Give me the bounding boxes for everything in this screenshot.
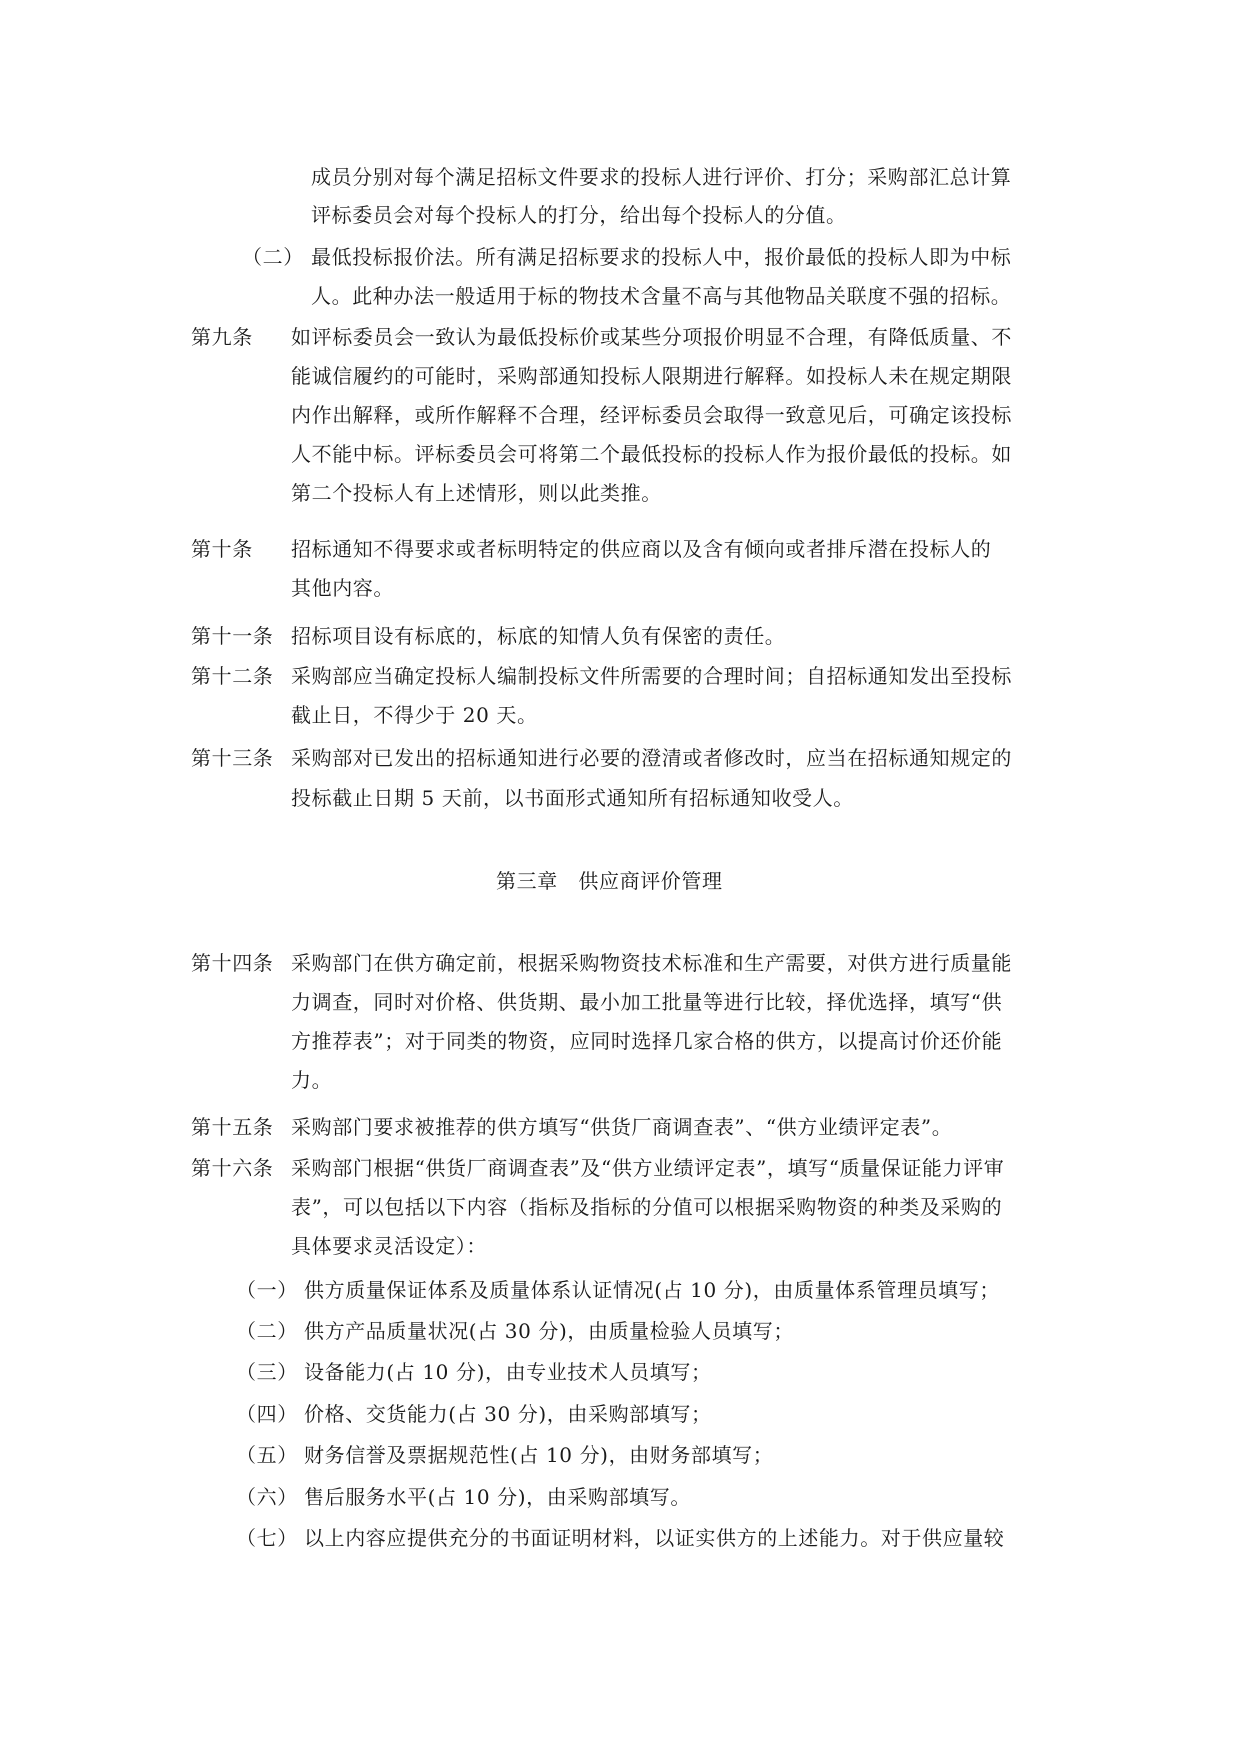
article-line: 招标项目设有标底的，标底的知情人负有保密的责任。 (291, 624, 786, 648)
article-line: 人不能中标。评标委员会可将第二个最低投标的投标人作为报价最低的投标。如 (291, 442, 1012, 466)
article-line: 方推荐表”；对于同类的物资，应同时选择几家合格的供方，以提高讨价还价能 (291, 1029, 1003, 1053)
article-label: 第十四条 (191, 951, 274, 975)
article-label: 第十一条 (191, 624, 274, 648)
article-line: 具体要求灵活设定）： (291, 1234, 487, 1258)
article-label: 第十五条 (191, 1115, 274, 1139)
item-text: 财务信誉及票据规范性(占 10 分)，由财务部填写； (304, 1443, 774, 1467)
article-label: 第十条 (191, 537, 253, 561)
article-line: 采购部门要求被推荐的供方填写“供货厂商调查表”、“供方业绩评定表”。 (291, 1115, 953, 1139)
item-label: （一） (236, 1278, 298, 1302)
item-text: 供方质量保证体系及质量体系认证情况(占 10 分)，由质量体系管理员填写； (304, 1278, 1000, 1302)
article-line: 采购部应当确定投标人编制投标文件所需要的合理时间；自招标通知发出至投标 (291, 664, 1012, 688)
article-line: 采购部对已发出的招标通知进行必要的澄清或者修改时，应当在招标通知规定的 (291, 746, 1012, 770)
article-label: 第十二条 (191, 664, 274, 688)
item-label: （五） (236, 1443, 298, 1467)
article-line: 截止日，不得少于 20 天。 (291, 703, 538, 727)
item-text: 价格、交货能力(占 30 分)，由采购部填写； (304, 1402, 712, 1426)
article-line: 其他内容。 (291, 576, 394, 600)
item-label: （二） (236, 1319, 298, 1343)
item-text: 供方产品质量状况(占 30 分)，由质量检验人员填写； (304, 1319, 794, 1343)
item-label: （四） (236, 1402, 298, 1426)
paragraph-line: 评标委员会对每个投标人的打分，给出每个投标人的分值。 (311, 203, 847, 227)
article-line: 内作出解释，或所作解释不合理，经评标委员会取得一致意见后，可确定该投标 (291, 403, 1012, 427)
article-line: 力。 (291, 1068, 333, 1092)
article-label: 第九条 (191, 325, 253, 349)
item-label: （二） (242, 245, 304, 269)
paragraph-line: 成员分别对每个满足招标文件要求的投标人进行评价、打分；采购部汇总计算 (311, 165, 1012, 189)
item-label: （三） (236, 1360, 298, 1384)
item-text: 设备能力(占 10 分)，由专业技术人员填写； (304, 1360, 712, 1384)
article-line: 投标截止日期 5 天前，以书面形式通知所有招标通知收受人。 (291, 786, 854, 810)
paragraph-line: 人。此种办法一般适用于标的物技术含量不高与其他物品关联度不强的招标。 (311, 284, 1012, 308)
article-line: 表”，可以包括以下内容（指标及指标的分值可以根据采购物资的种类及采购的 (291, 1195, 1003, 1219)
chapter-title: 第三章 供应商评价管理 (496, 869, 723, 893)
item-text: 售后服务水平(占 10 分)，由采购部填写。 (304, 1485, 691, 1509)
article-line: 招标通知不得要求或者标明特定的供应商以及含有倾向或者排斥潜在投标人的 (291, 537, 992, 561)
paragraph-line: 最低投标报价法。所有满足招标要求的投标人中，报价最低的投标人即为中标 (311, 245, 1012, 269)
item-label: （七） (236, 1526, 298, 1550)
article-line: 采购部门根据“供货厂商调查表”及“供方业绩评定表”，填写“质量保证能力评审 (291, 1156, 1005, 1180)
article-line: 能诚信履约的可能时，采购部通知投标人限期进行解释。如投标人未在规定期限 (291, 364, 1012, 388)
article-label: 第十三条 (191, 746, 274, 770)
article-line: 第二个投标人有上述情形，则以此类推。 (291, 481, 662, 505)
item-text: 以上内容应提供充分的书面证明材料，以证实供方的上述能力。对于供应量较 (304, 1526, 1005, 1550)
article-line: 力调查，同时对价格、供货期、最小加工批量等进行比较，择优选择，填写“供 (291, 990, 1003, 1014)
article-label: 第十六条 (191, 1156, 274, 1180)
article-line: 采购部门在供方确定前，根据采购物资技术标准和生产需要，对供方进行质量能 (291, 951, 1012, 975)
item-label: （六） (236, 1485, 298, 1509)
article-line: 如评标委员会一致认为最低投标价或某些分项报价明显不合理，有降低质量、不 (291, 325, 1012, 349)
